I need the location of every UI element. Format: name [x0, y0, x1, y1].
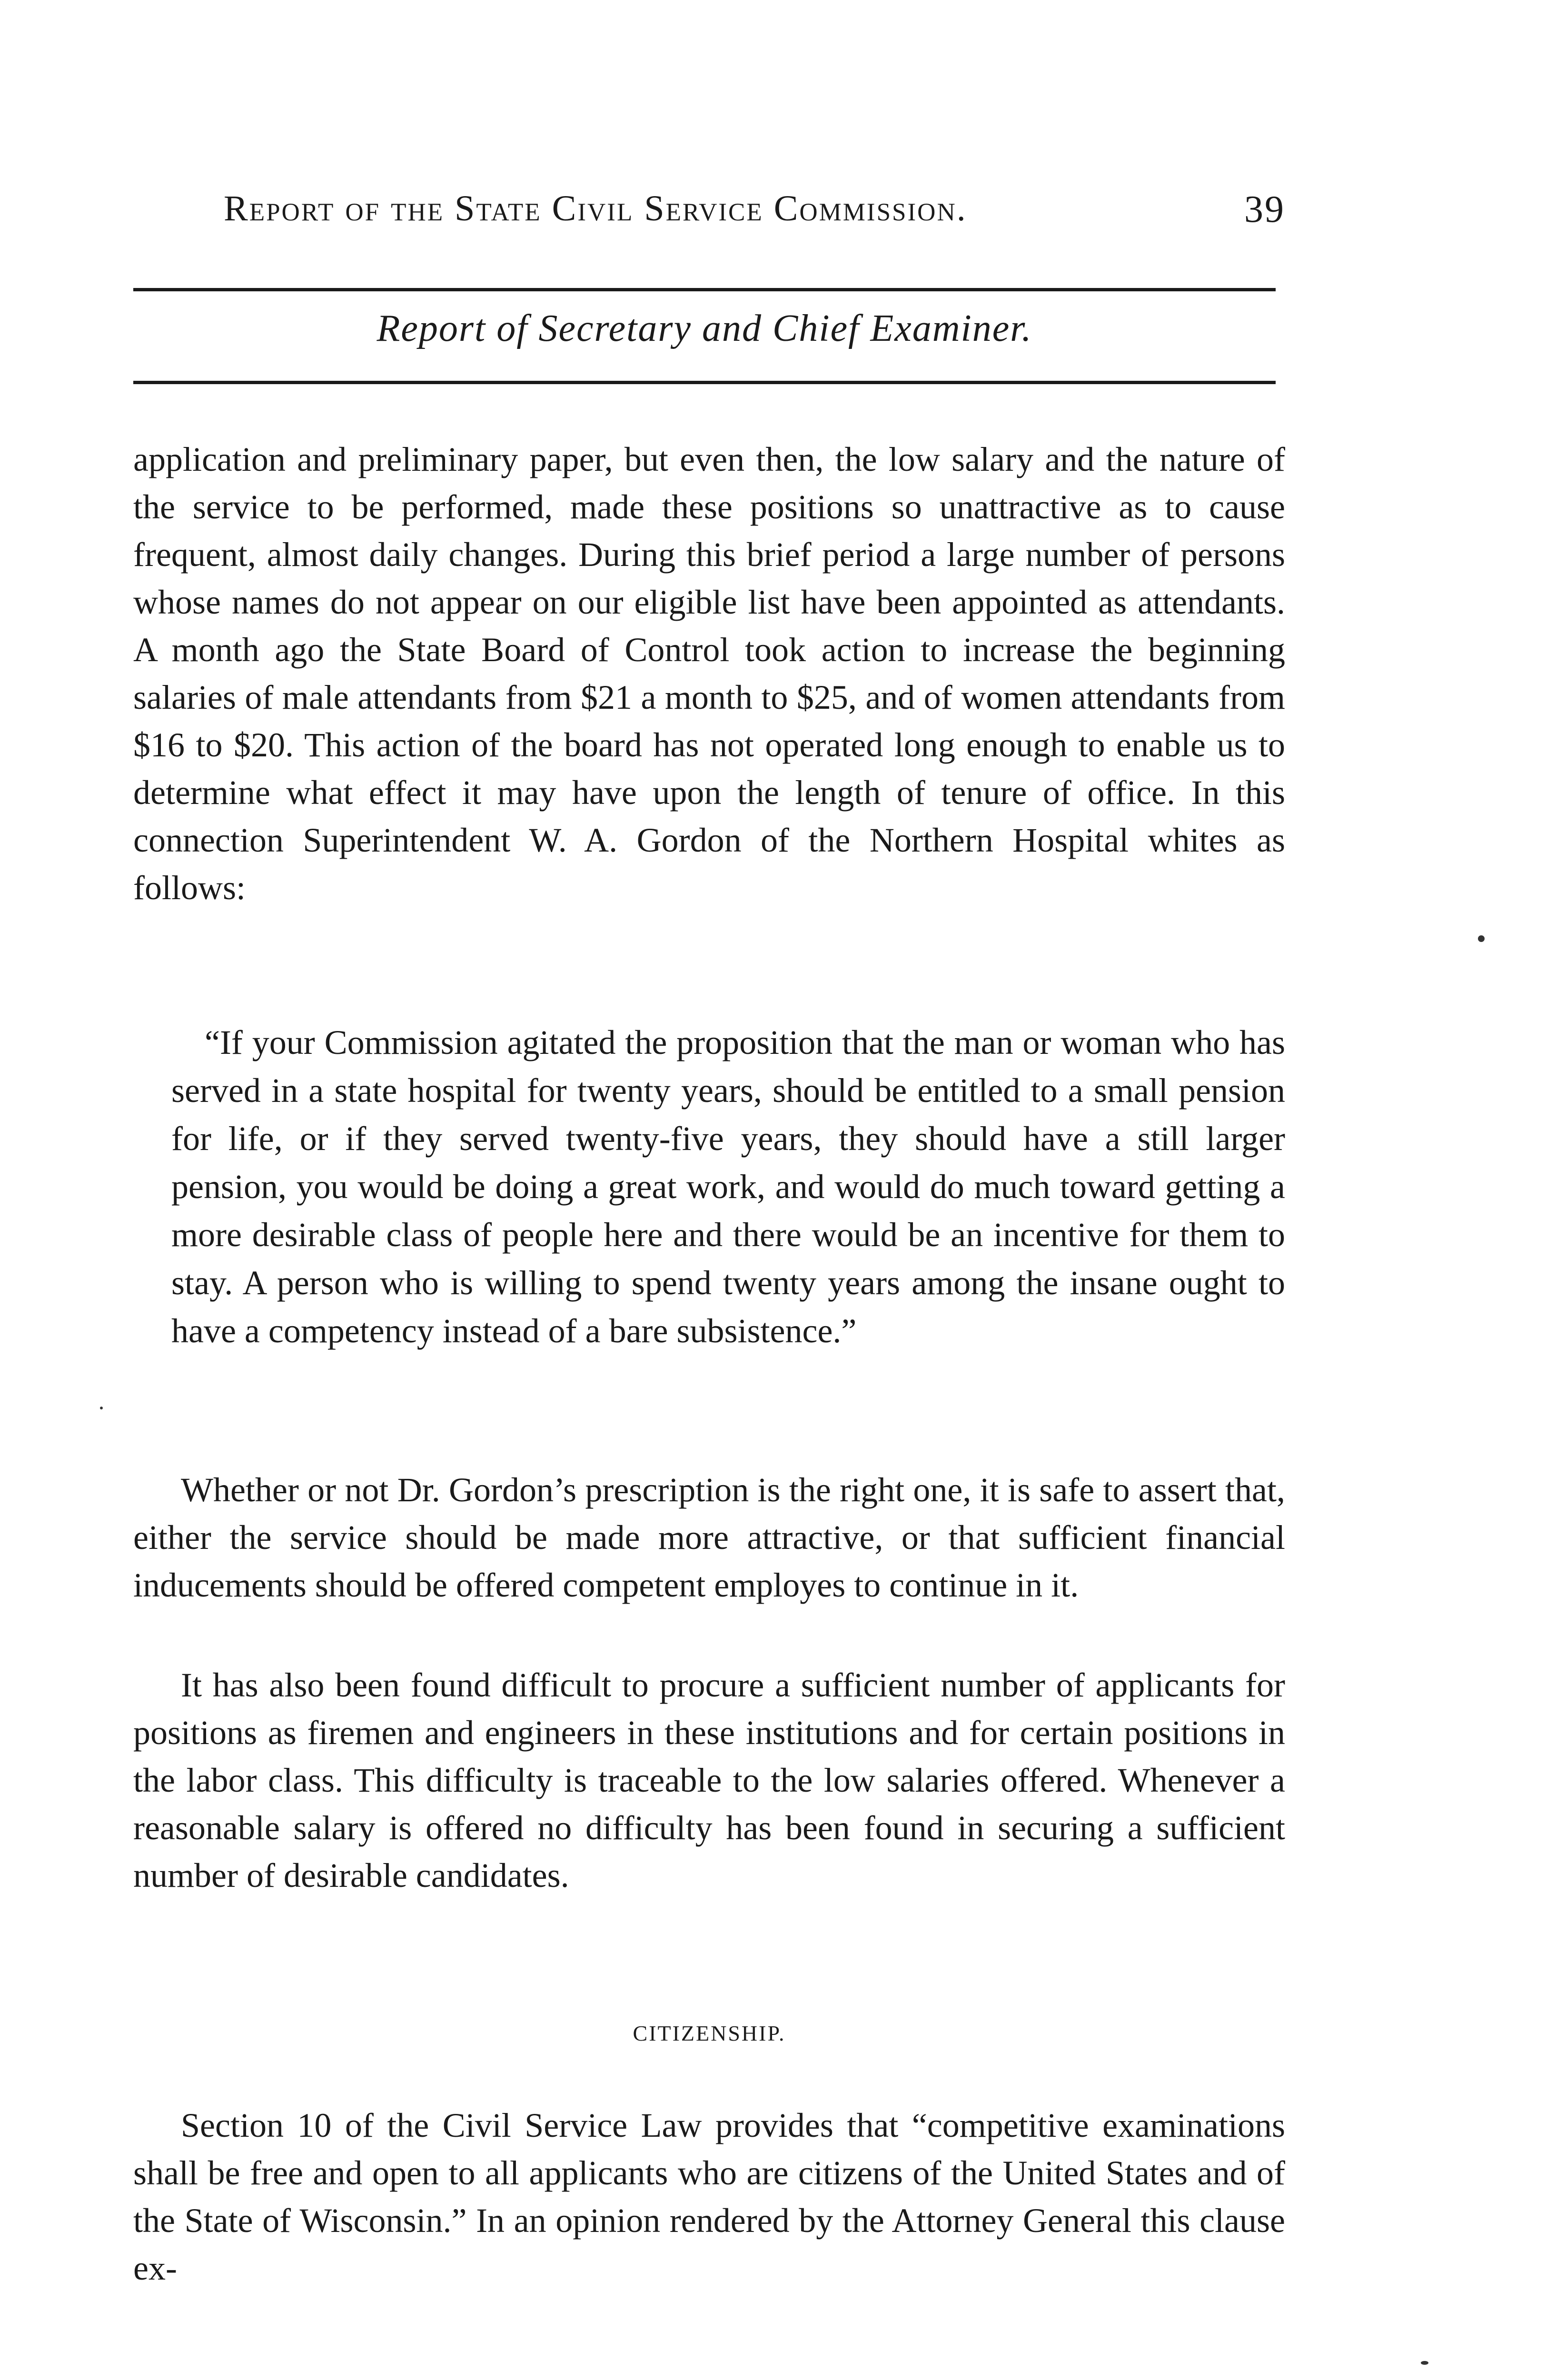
page-number: 39 [1244, 188, 1285, 230]
header-rule-top [133, 288, 1276, 291]
running-header [224, 188, 1285, 245]
print-speck [1421, 2361, 1428, 2365]
paragraph-3: It has also been found difficult to procure a sufficient number of applicants for positions as firemen and engineers in these institutions and for certain positions in the labor class. This difficulty is traceable to the low salaries offered. Whenever a reasonable salary is offered no difficulty has been found in securing a sufficient number of desirable candidates. [133, 1666, 1285, 1894]
section-subheading: Report of Secretary and Chief Examiner. [377, 307, 1032, 349]
print-speck [1478, 935, 1485, 942]
header-rule-bottom [133, 381, 1276, 384]
print-speck [100, 1407, 103, 1409]
running-title: Report of the State Civil Service Commission. [224, 188, 967, 228]
paragraph-2: Whether or not Dr. Gordon’s prescription is the right one, it is safe to assert that, either the service should be made more attractive, or that sufficient financial inducements should be offered competent employes to continue in it. [133, 1471, 1285, 1604]
block-quotation: “If your Commission agitated the proposition that the man or woman who has served in a state hospital for twenty years, should be entitled to a small pension for life, or if they served twenty-five years, they should have a still larger pension, you would be doing a great work, and would do much toward getting a more desirable class of people here and there would be an incentive for them to stay. A person who is willing to spend twenty years among the insane ought to have a competency instead of a bare subsistence.” [171, 1023, 1285, 1350]
paragraph-1: application and preliminary paper, but even then, the low salary and the nature of the service to be performed, made these positions so unattractive as to cause frequent, almost daily changes. During this brief period a large number of persons whose names do not appear on our eligible list have been appointed as attendants. A month ago the State Board of Control took action to increase the beginning salaries of male attendants from $21 a month to $25, and of women attendants from $16 to $20. This action of the board has not operated long enough to enable us to determine what effect it may have upon the length of tenure of office. In this connection Superintendent W. A. Gordon of the Northern Hospital whites as follows: [133, 440, 1285, 907]
paragraph-4: Section 10 of the Civil Service Law provides that “competitive examinations shall be free and open to all applicants who are citizens of the United States and of the State of Wisconsin.” In an opinion rendered by the Attorney General this clause ex- [133, 2106, 1285, 2287]
section-heading-citizenship: CITIZENSHIP. [633, 2021, 786, 2045]
